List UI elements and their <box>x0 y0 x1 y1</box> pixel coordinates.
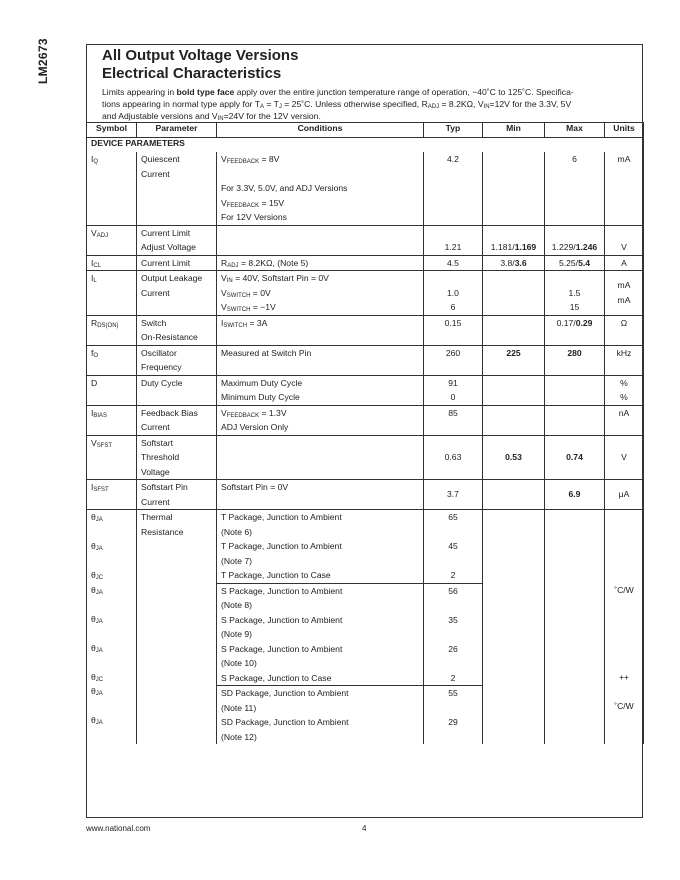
symbol-cell: $V_{SFST}$ <box>87 435 137 480</box>
symbol-cell: $R_{DS(ON)}$ <box>87 315 137 345</box>
intro-text: =12V for the 3.3V, 5V <box>489 99 572 109</box>
max-cell: 5.25/5.4 <box>545 255 605 271</box>
units-cell: V <box>605 435 644 480</box>
table-row <box>87 152 644 225</box>
max-cell <box>545 405 605 435</box>
symbol-cell: $I_{CL}$ <box>87 255 137 271</box>
parameter-cell: Softstart Pin Current <box>137 480 217 510</box>
page-title <box>102 47 298 83</box>
parameter-cell: Duty Cycle <box>137 375 217 405</box>
intro-text: =24V for the 12V version. <box>223 111 321 121</box>
min-cell: 0.53 <box>483 435 545 480</box>
max-cell: 1.5 15 <box>545 271 605 316</box>
intro-bold: bold type face <box>176 87 235 97</box>
typ-cell: 1.0 6 <box>424 271 483 316</box>
max-cell: 6.9 <box>545 480 605 510</box>
conditions-cell <box>217 435 424 480</box>
header-max: Max <box>545 123 605 138</box>
max-cell: 1.229/1.246 <box>545 225 605 255</box>
units-cell: mA mA <box>605 271 644 316</box>
intro-paragraph <box>102 86 634 122</box>
conditions-cell: $I_{SWITCH} = 3A$ <box>217 315 424 345</box>
header-units: Units <box>605 123 644 138</box>
max-cell: 0.17/0.29 <box>545 315 605 345</box>
conditions-cell <box>217 225 424 255</box>
conditions-cell: Measured at Switch Pin <box>217 345 424 375</box>
table-row <box>87 225 644 255</box>
title-line-1: All Output Voltage Versions <box>102 47 299 64</box>
parameter-cell: Oscillator Frequency <box>137 345 217 375</box>
symbol-cell: $I_Q$ <box>87 152 137 225</box>
typ-cell: 260 <box>424 345 483 375</box>
typ-cell: 0.63 <box>424 435 483 480</box>
footer-url: www.national.com <box>86 824 151 833</box>
table-row <box>87 315 644 345</box>
parameter-cell: Softstart Threshold Voltage <box>137 435 217 480</box>
parameter-cell: Output Leakage Current <box>137 271 217 316</box>
intro-sub: J <box>278 104 282 110</box>
intro-text: = T <box>263 99 279 109</box>
symbol-cell: $f_O$ <box>87 345 137 375</box>
min-cell <box>483 480 545 510</box>
section-row <box>87 138 644 153</box>
page-number: 4 <box>362 824 367 833</box>
max-cell: 280 <box>545 345 605 375</box>
parameter-cell: Current Limit <box>137 255 217 271</box>
symbol-cell: $V_{ADJ}$ <box>87 225 137 255</box>
table-row <box>87 375 644 405</box>
table-row <box>87 435 644 480</box>
intro-sub: IN <box>217 116 224 122</box>
table-row <box>87 480 644 510</box>
min-cell <box>483 510 545 745</box>
conditions-cell: $V_{IN} = 40V$, Softstart Pin = 0V $V_{SWITCH} = 0V$ $V_{SWITCH} = -1V$ <box>217 271 424 316</box>
conditions-cell: Maximum Duty Cycle Minimum Duty Cycle <box>217 375 424 405</box>
conditions-cell: Softstart Pin = 0V <box>217 480 424 510</box>
section-title: DEVICE PARAMETERS <box>87 138 644 153</box>
units-cell: μA <box>605 480 644 510</box>
conditions-cell: $V_{FEEDBACK} = 8V$ For 3.3V, 5.0V, and ADJ Versions $V_{FEEDBACK} = 15V$ For 12V Versions <box>217 152 424 225</box>
parameter-cell: Switch On-Resistance <box>137 315 217 345</box>
intro-sub: A <box>259 104 264 110</box>
typ-cell: 0.15 <box>424 315 483 345</box>
min-cell: 3.8/3.6 <box>483 255 545 271</box>
units-cell: nA <box>605 405 644 435</box>
typ-cell: 4.5 <box>424 255 483 271</box>
min-cell <box>483 405 545 435</box>
typ-cell: 4.2 <box>424 152 483 225</box>
min-cell <box>483 375 545 405</box>
symbol-cell: $I_L$ <box>87 271 137 316</box>
intro-sub: IN <box>483 104 490 110</box>
typ-cell: 91 0 <box>424 375 483 405</box>
conditions-cell: $V_{FEEDBACK} = 1.3V$ ADJ Version Only <box>217 405 424 435</box>
units-cell: kHz <box>605 345 644 375</box>
intro-sub: ADJ <box>427 104 440 110</box>
intro-text: and Adjustable versions and V <box>102 111 218 121</box>
table-row <box>87 405 644 435</box>
min-cell <box>483 152 545 225</box>
intro-text: = 8.2KΩ, V <box>439 99 484 109</box>
symbol-cell: $I_{BIAS}$ <box>87 405 137 435</box>
table-header-row <box>87 123 644 138</box>
units-cell: % % <box>605 375 644 405</box>
min-cell <box>483 315 545 345</box>
table-row <box>87 510 644 745</box>
header-min: Min <box>483 123 545 138</box>
table-row <box>87 271 644 316</box>
intro-text: = 25˚C. Unless otherwise specified, R <box>281 99 428 109</box>
table-row <box>87 345 644 375</box>
max-cell <box>545 510 605 745</box>
min-cell: 1.181/1.169 <box>483 225 545 255</box>
electrical-characteristics-table <box>86 122 644 744</box>
title-line-2: Electrical Characteristics <box>102 65 282 82</box>
header-parameter: Parameter <box>137 123 217 138</box>
units-cell: A <box>605 255 644 271</box>
parameter-cell: Current Limit Adjust Voltage <box>137 225 217 255</box>
header-conditions: Conditions <box>217 123 424 138</box>
min-cell <box>483 271 545 316</box>
intro-text: Limits appearing in <box>102 87 177 97</box>
units-cell: ˚C/W ++ ˚C/W <box>605 510 644 745</box>
header-symbol: Symbol <box>87 123 137 138</box>
units-cell: mA <box>605 152 644 225</box>
symbol-cell: $\theta_{JA}$ $\theta_{JA}$ $\theta_{JC}$ $\theta_{JA}$ $\theta_{JA}$ $\theta_{JA}$ $\theta_{JC}$ $\theta_{JA}$ $\theta_{JA}$ <box>87 510 137 745</box>
typ-cell: 3.7 <box>424 480 483 510</box>
parameter-cell: Thermal Resistance <box>137 510 217 745</box>
min-cell: 225 <box>483 345 545 375</box>
max-cell: 6 <box>545 152 605 225</box>
max-cell: 0.74 <box>545 435 605 480</box>
part-number-side-label: LM2673 <box>36 38 50 84</box>
typ-cell: 1.21 <box>424 225 483 255</box>
typ-cell: 65 45 2 56 35 26 2 55 29 <box>424 510 483 745</box>
units-cell: Ω <box>605 315 644 345</box>
header-typ: Typ <box>424 123 483 138</box>
conditions-cell: T Package, Junction to Ambient (Note 6) T Package, Junction to Ambient (Note 7) T Package, Junction to Case S Package, Junction to Ambient (Note 8) S Package, Junction to Ambient (Note 9) S Package, Junction to Ambient (Note 10) S Package, Junction to Case SD Package, Junction to Ambient (Note 11) SD Package, Junction to Ambient (Note 12) <box>217 510 424 745</box>
conditions-cell: $R_{ADJ} = 8.2K\Omega$, (Note 5) <box>217 255 424 271</box>
intro-text: tions appearing in normal type apply for T <box>102 99 260 109</box>
parameter-cell: Feedback Bias Current <box>137 405 217 435</box>
intro-text: apply over the entire junction temperature range of operation, −40˚C to 125˚C. Specifica- <box>234 87 574 97</box>
typ-cell: 85 <box>424 405 483 435</box>
symbol-cell: D <box>87 375 137 405</box>
parameter-cell: Quiescent Current <box>137 152 217 225</box>
table-row <box>87 255 644 271</box>
symbol-cell: $I_{SFST}$ <box>87 480 137 510</box>
max-cell <box>545 375 605 405</box>
units-cell: V <box>605 225 644 255</box>
